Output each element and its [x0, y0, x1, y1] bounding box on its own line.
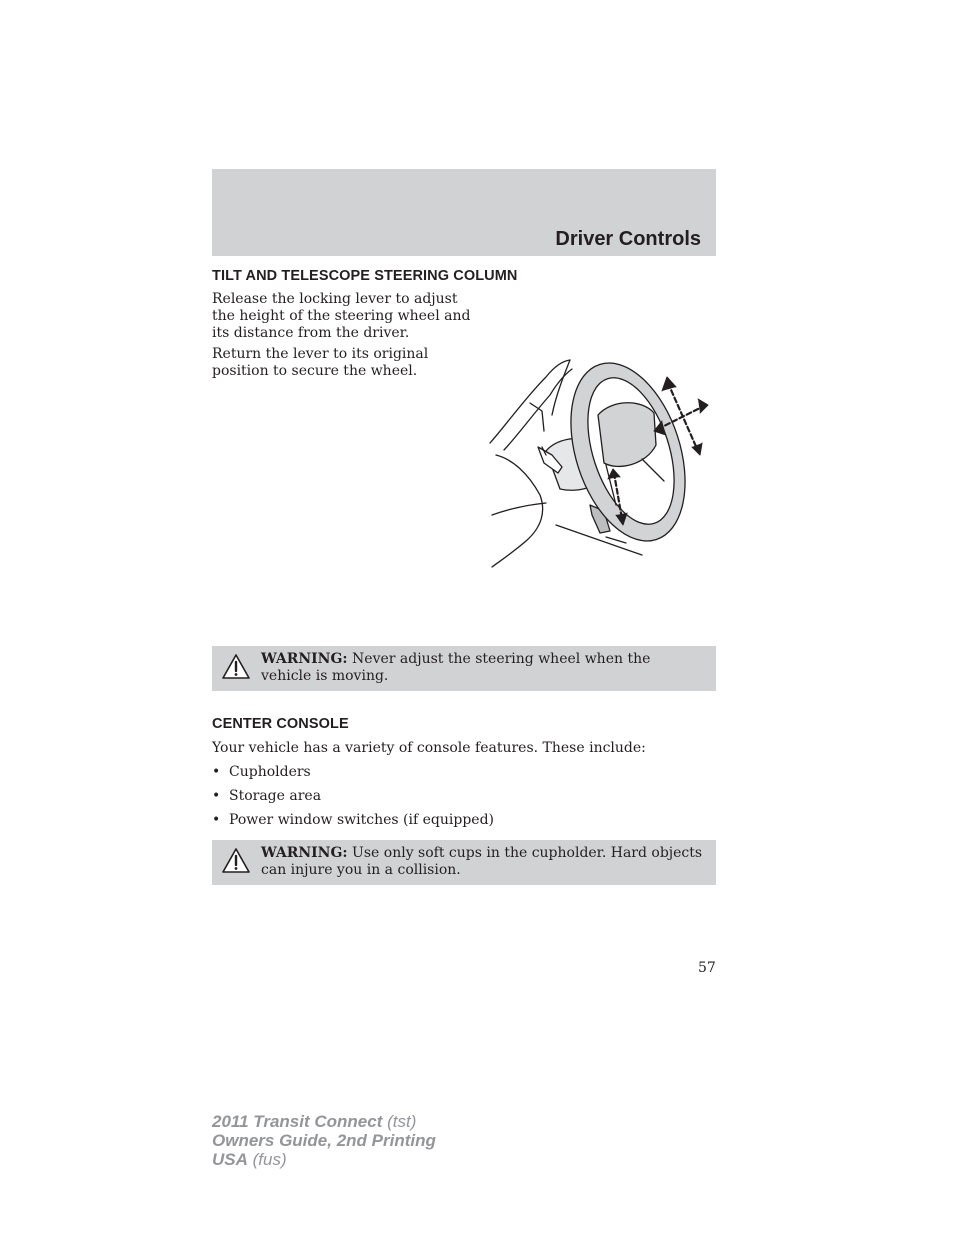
warning-label: WARNING:	[261, 651, 348, 667]
warning-text	[261, 651, 704, 684]
footer-line-2	[212, 1131, 436, 1150]
warning-message: Use only soft cups in the cupholder. Hard objects can injure you in a collision.	[261, 845, 703, 878]
footer-market: USA	[212, 1150, 248, 1169]
header-band	[212, 169, 716, 256]
list-item-text: Storage area	[229, 788, 322, 804]
para1-line: Release the locking lever to adjust	[212, 291, 458, 307]
chapter-title: Driver Controls	[555, 228, 701, 250]
page-number: 57	[698, 960, 716, 976]
warning-message: Never adjust the steering wheel when the vehicle is moving.	[261, 651, 651, 684]
list-item-text: Power window switches (if equipped)	[229, 812, 494, 828]
tilt-steering-paragraph-2	[212, 346, 428, 380]
list-item: • Cupholders	[212, 764, 311, 780]
warning-triangle-icon	[221, 847, 251, 874]
tilt-steering-paragraph-1	[212, 291, 470, 342]
para2-line: position to secure the wheel.	[212, 363, 418, 379]
tilt-steering-heading: TILT AND TELESCOPE STEERING COLUMN	[212, 268, 518, 284]
cupholder-warning-box	[212, 840, 716, 885]
para1-line: its distance from the driver.	[212, 325, 410, 341]
para2-line: Return the lever to its original	[212, 346, 429, 362]
warning-text	[261, 845, 704, 878]
para1-line: the height of the steering wheel and	[212, 308, 471, 324]
list-item-text: Cupholders	[229, 764, 311, 780]
steering-warning-box	[212, 646, 716, 691]
document-footer	[212, 1112, 436, 1169]
console-feature-list	[212, 764, 494, 836]
list-item: • Storage area	[212, 788, 322, 804]
footer-model-code: (tst)	[382, 1112, 417, 1131]
steering-wheel-adjustment-illustration	[486, 355, 712, 571]
warning-triangle-icon	[221, 653, 251, 680]
center-console-intro: Your vehicle has a variety of console features. These include:	[212, 740, 646, 756]
warning-label: WARNING:	[261, 845, 348, 861]
footer-line-1	[212, 1112, 436, 1131]
footer-model: 2011 Transit Connect	[212, 1112, 383, 1131]
footer-market-code: (fus)	[247, 1150, 287, 1169]
center-console-heading: CENTER CONSOLE	[212, 716, 349, 732]
list-item: • Power window switches (if equipped)	[212, 812, 494, 828]
footer-line-3	[212, 1150, 436, 1169]
footer-edition: Owners Guide, 2nd Printing	[212, 1131, 436, 1150]
